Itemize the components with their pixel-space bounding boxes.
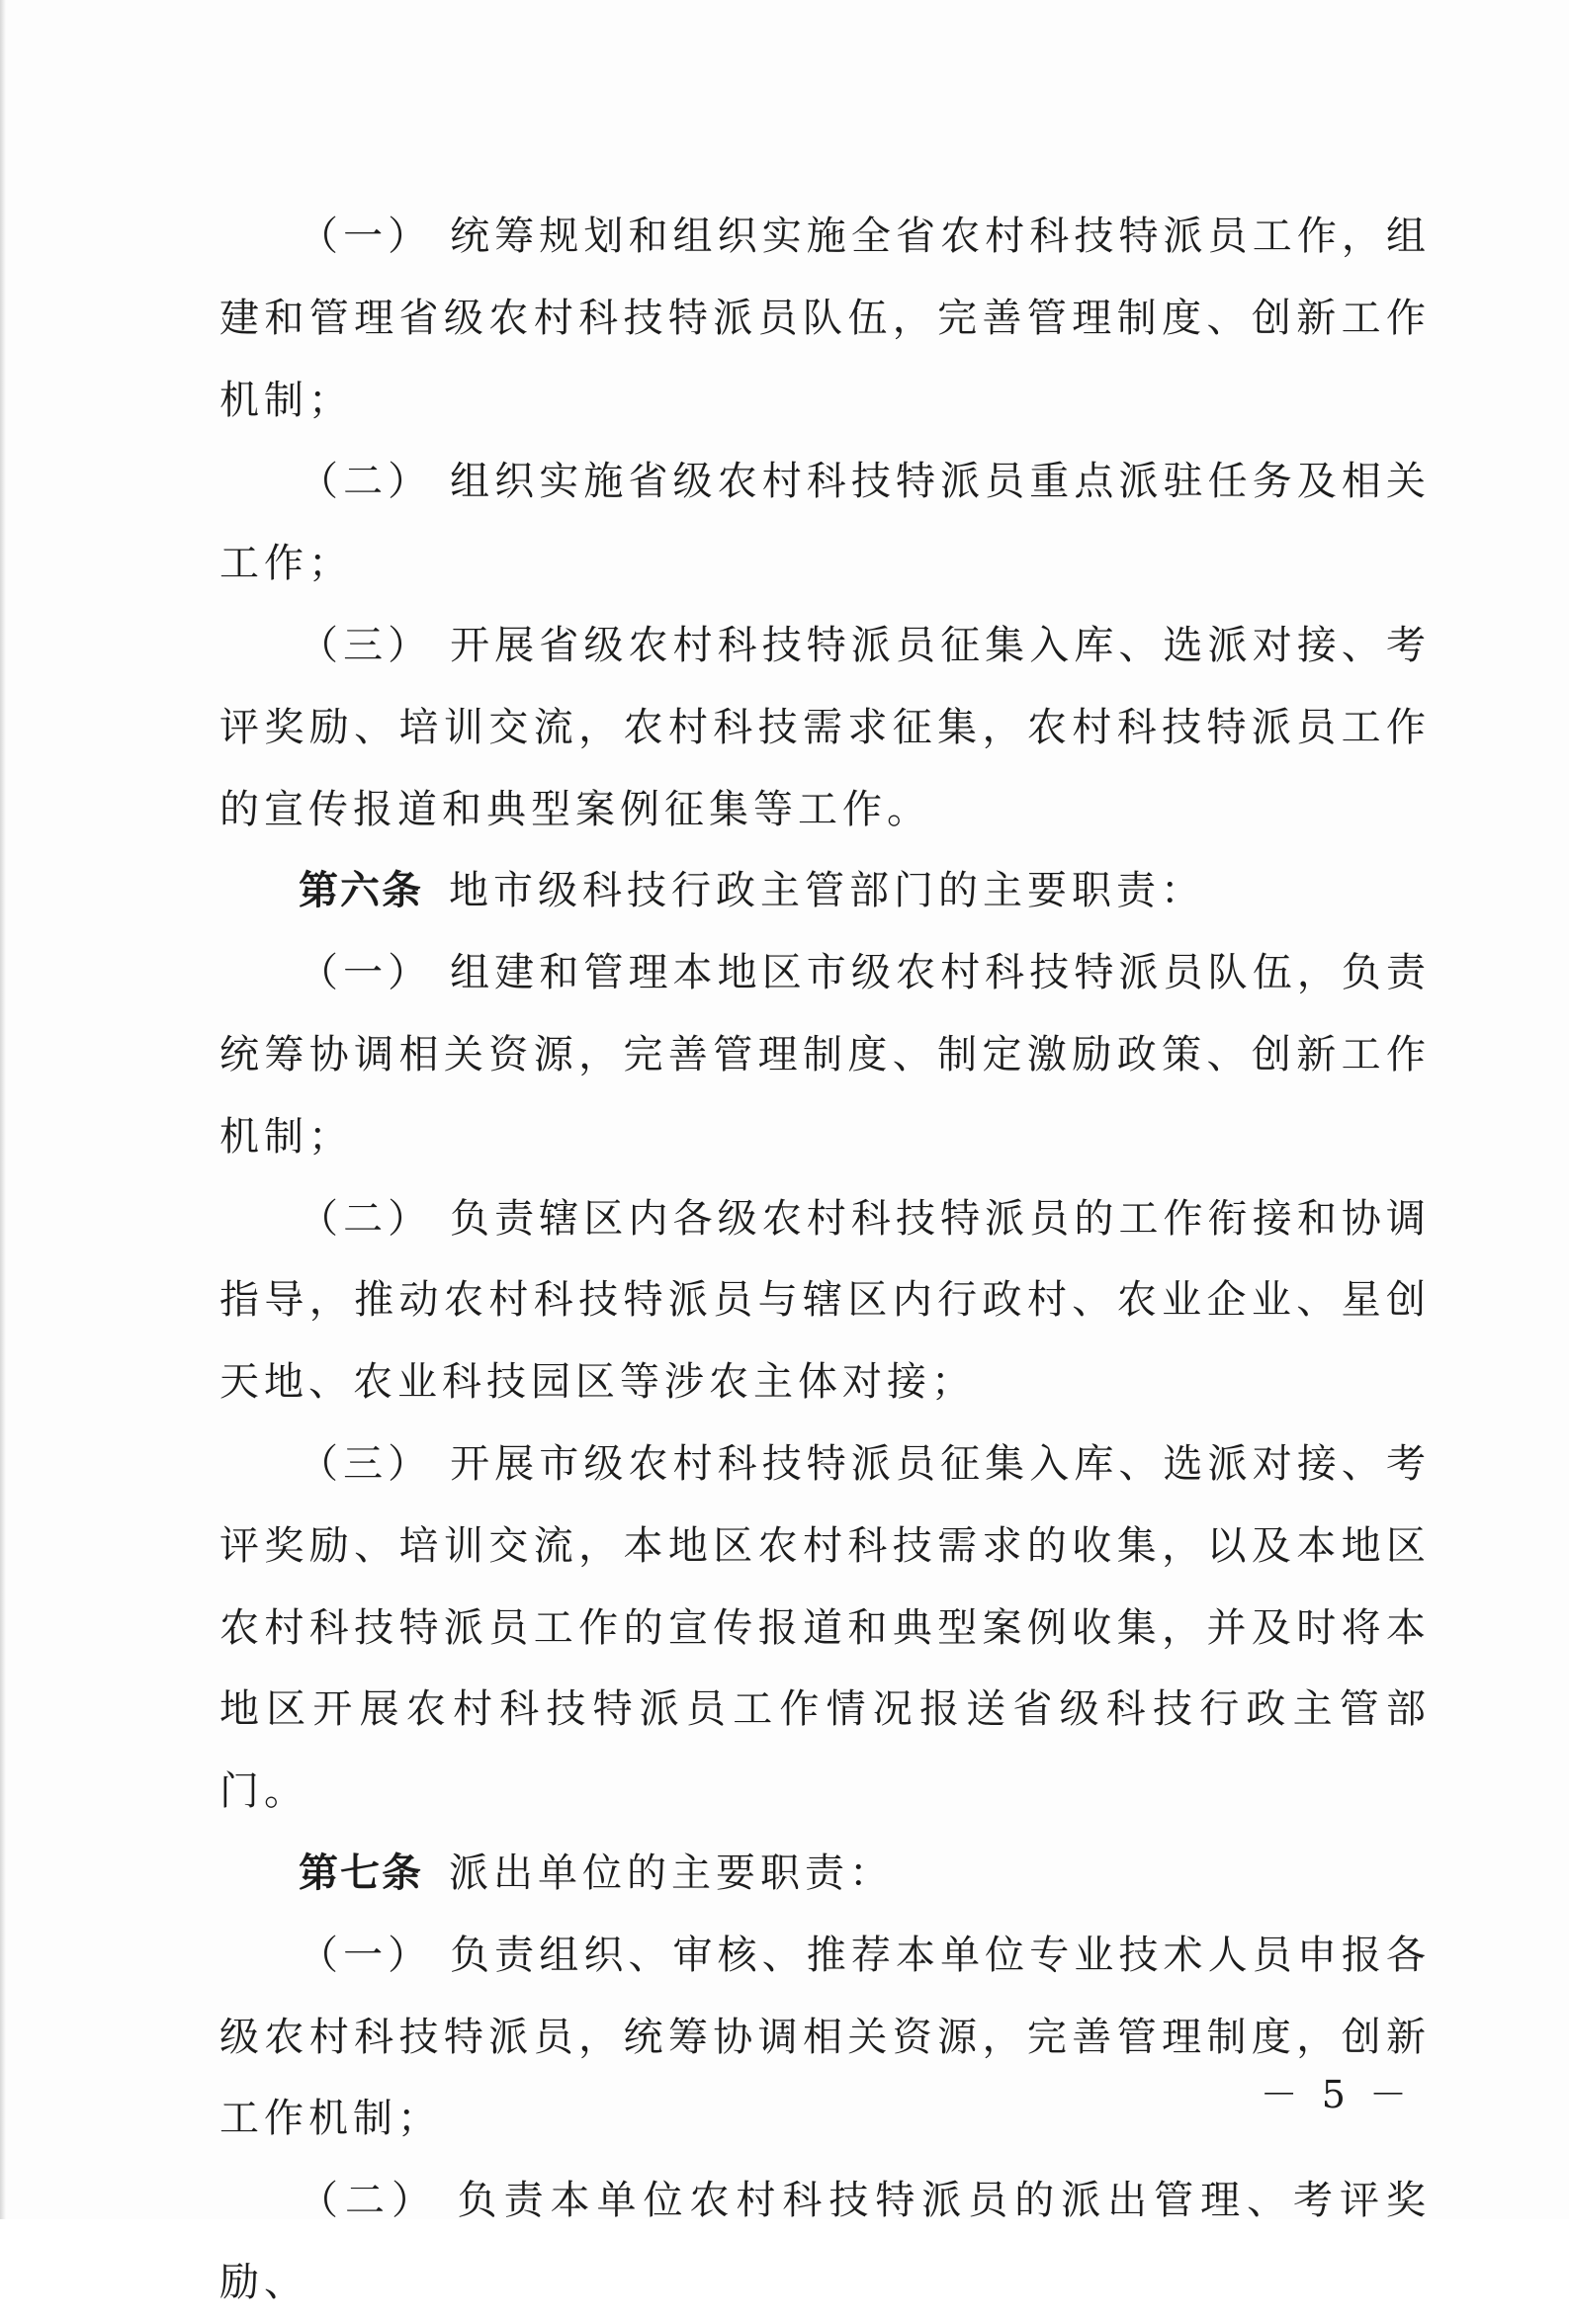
paragraph-text: （一） 组建和管理本地区市级农村科技特派员队伍，负责统筹协调相关资源，完善管理制度、制定激励政策、创新工作机制； [219,950,1431,1160]
paragraph-text: （三） 开展市级农村科技特派员征集入库、选派对接、考评奖励、培训交流，本地区农村科技需求的收集，以及本地区农村科技特派员工作的宣传报道和典型案例收集，并及时将本地区开展农村科技特派员工作情况报送省级科技行政主管部门。 [219,1440,1431,1815]
paragraph-3 [219,605,1431,850]
scan-edge-shadow [0,0,6,2219]
paragraph-text: （一） 负责组织、审核、推荐本单位专业技术人员申报各级农村科技特派员，统筹协调相关资源，完善管理制度，创新工作机制； [219,1932,1431,2142]
paragraph-text: （二） 负责辖区内各级农村科技特派员的工作衔接和协调指导，推动农村科技特派员与辖区内行政村、农业企业、星创天地、农业科技园区等涉农主体对接； [219,1195,1431,1406]
paragraph-9 [219,1915,1431,2160]
paragraph-text: （二） 组织实施省级农村科技特派员重点派驻任务及相关工作； [219,459,1431,587]
paragraph-text: （一） 统筹规划和组织实施全省农村科技特派员工作，组建和管理省级农村科技特派员队伍，完善管理制度、创新工作机制； [219,214,1431,423]
paragraph-text: （三） 开展省级农村科技特派员征集入库、选派对接、考评奖励、培训交流，农村科技需求征集，农村科技特派员工作的宣传报道和典型案例征集等工作。 [219,622,1431,832]
paragraph-7 [219,1423,1431,1833]
article-6 [219,850,1431,932]
paragraph-text: 地市级科技行政主管部门的主要职责： [449,868,1205,914]
paragraph-10 [219,2160,1431,2324]
page-number: － 5 － [1260,2073,1413,2116]
paragraph-1 [219,196,1431,441]
paragraph-2 [219,441,1431,605]
paragraph-5 [219,932,1431,1177]
paragraph-text: 派出单位的主要职责： [449,1850,894,1896]
paragraph-6 [219,1178,1431,1423]
article-heading: 第六条 [299,867,423,914]
paragraph-text: （二） 负责本单位农村科技特派员的派出管理、考评奖励、 [219,2178,1431,2305]
document-body [219,196,1431,2324]
article-7 [219,1833,1431,1915]
article-heading: 第七条 [299,1849,423,1896]
